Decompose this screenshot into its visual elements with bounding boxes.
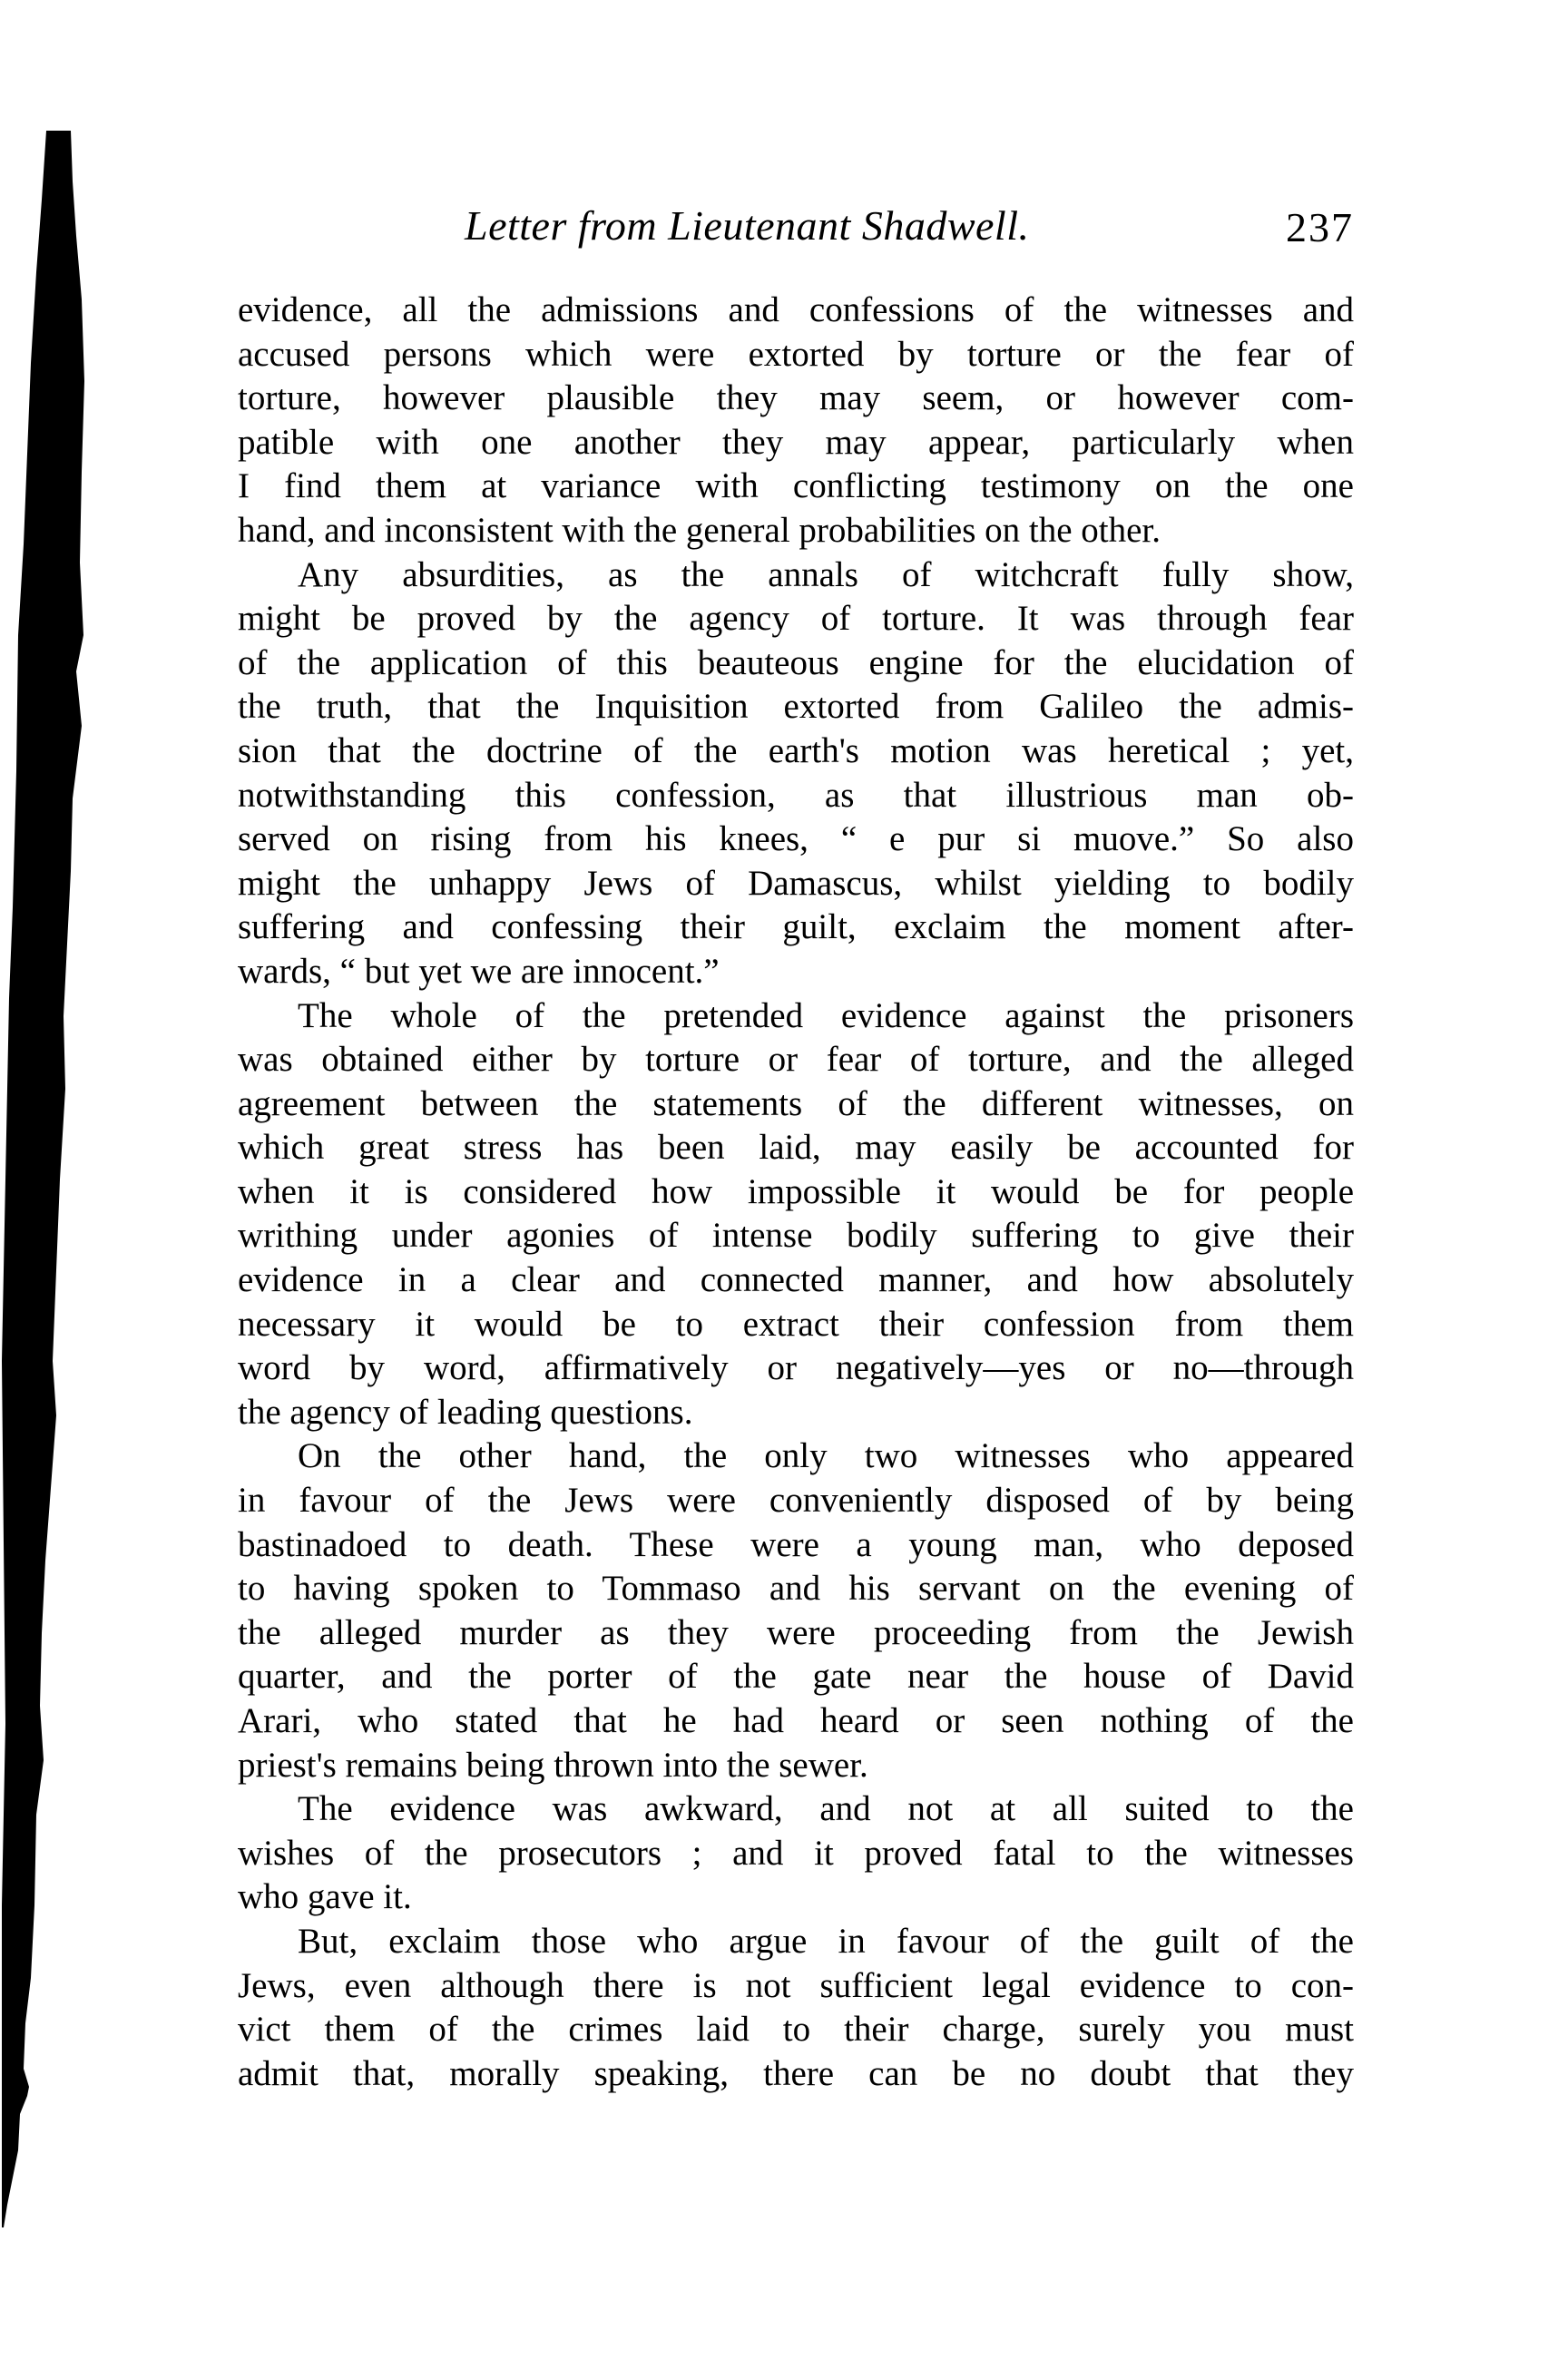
text-line: of the application of this beauteous engine for the elucidation of xyxy=(238,642,1354,682)
text-line: admit that, morally speaking, there can be no doubt that they xyxy=(238,2053,1354,2093)
text-line: suffering and confessing their guilt, exclaim the moment after- xyxy=(238,907,1354,947)
text-line: evidence, all the admissions and confessions of the witnesses and xyxy=(238,290,1354,329)
text-line: The whole of the pretended evidence against the prisoners xyxy=(298,995,1354,1035)
text-line: bastinadoed to death. These were a young man, who deposed xyxy=(238,1524,1354,1564)
text-line: sion that the doctrine of the earth's motion was heretical ; yet, xyxy=(238,730,1354,770)
text-line: priest's remains being thrown into the sewer. xyxy=(238,1745,868,1785)
text-line: agreement between the statements of the different witnesses, on xyxy=(238,1083,1354,1123)
text-line: hand, and inconsistent with the general probabilities on the other. xyxy=(238,510,1161,550)
page-number: 237 xyxy=(1286,204,1354,250)
text-line: accused persons which were extorted by torture or the fear of xyxy=(238,334,1354,374)
text-line: wishes of the prosecutors ; and it proved fatal to the witnesses xyxy=(238,1833,1354,1873)
text-line: Jews, even although there is not sufficient legal evidence to con- xyxy=(238,1965,1354,2005)
text-line: I find them at variance with conflicting testimony on the one xyxy=(238,466,1354,506)
text-line: in favour of the Jews were conveniently disposed of by being xyxy=(238,1481,1354,1521)
text-line: might be proved by the agency of torture. It was through fear xyxy=(238,599,1354,639)
paragraph xyxy=(238,553,1354,994)
text-line: who gave it. xyxy=(238,1877,412,1917)
text-line: notwithstanding this confession, as that illustrious man ob- xyxy=(238,775,1354,815)
text-line: the truth, that the Inquisition extorted from Galileo the admis- xyxy=(238,687,1354,727)
text-line: But, exclaim those who argue in favour of the guilt of the xyxy=(298,1921,1354,1961)
text-line: evidence in a clear and connected manner, and how absolutely xyxy=(238,1260,1354,1300)
body-text xyxy=(238,289,1354,2096)
paragraph xyxy=(238,289,1354,553)
paragraph xyxy=(238,1787,1354,1920)
paragraph xyxy=(238,1434,1354,1787)
text-line: The evidence was awkward, and not at all suited to the xyxy=(298,1789,1354,1829)
text-line: Any absurdities, as the annals of witchcraft fully show, xyxy=(298,554,1354,594)
text-line: writhing under agonies of intense bodily suffering to give their xyxy=(238,1216,1354,1256)
text-line: wards, “ but yet we are innocent.” xyxy=(238,951,720,991)
text-line: patible with one another they may appear, particularly when xyxy=(238,422,1354,462)
text-line: necessary it would be to extract their confession from them xyxy=(238,1304,1354,1344)
text-line: On the other hand, the only two witnesses who appeared xyxy=(298,1436,1354,1476)
text-line: to having spoken to Tommaso and his servant on the evening of xyxy=(238,1569,1354,1609)
text-line: vict them of the crimes laid to their charge, surely you must xyxy=(238,2010,1354,2050)
running-title: Letter from Lieutenant Shadwell. xyxy=(465,202,1030,249)
paragraph xyxy=(238,1920,1354,2096)
page-binding-shadow xyxy=(0,0,91,2369)
text-line: served on rising from his knees, “ e pur si muove.” So also xyxy=(238,819,1354,859)
text-line: torture, however plausible they may seem, or however com- xyxy=(238,378,1354,418)
text-line: the agency of leading questions. xyxy=(238,1392,693,1432)
text-line: the alleged murder as they were proceeding from the Jewish xyxy=(238,1612,1354,1652)
text-line: which great stress has been laid, may easily be accounted for xyxy=(238,1128,1354,1168)
paragraph xyxy=(238,994,1354,1435)
text-line: Arari, who stated that he had heard or seen nothing of the xyxy=(238,1701,1354,1740)
text-line: might the unhappy Jews of Damascus, whilst yielding to bodily xyxy=(238,863,1354,903)
text-line: when it is considered how impossible it would be for people xyxy=(238,1171,1354,1211)
page-header xyxy=(238,201,1354,256)
text-line: was obtained either by torture or fear of torture, and the alleged xyxy=(238,1040,1354,1080)
text-line: quarter, and the porter of the gate near the house of David xyxy=(238,1657,1354,1697)
text-line: word by word, affirmatively or negatively—yes or no—through xyxy=(238,1348,1354,1388)
binding-shadow-shape xyxy=(2,131,84,2227)
